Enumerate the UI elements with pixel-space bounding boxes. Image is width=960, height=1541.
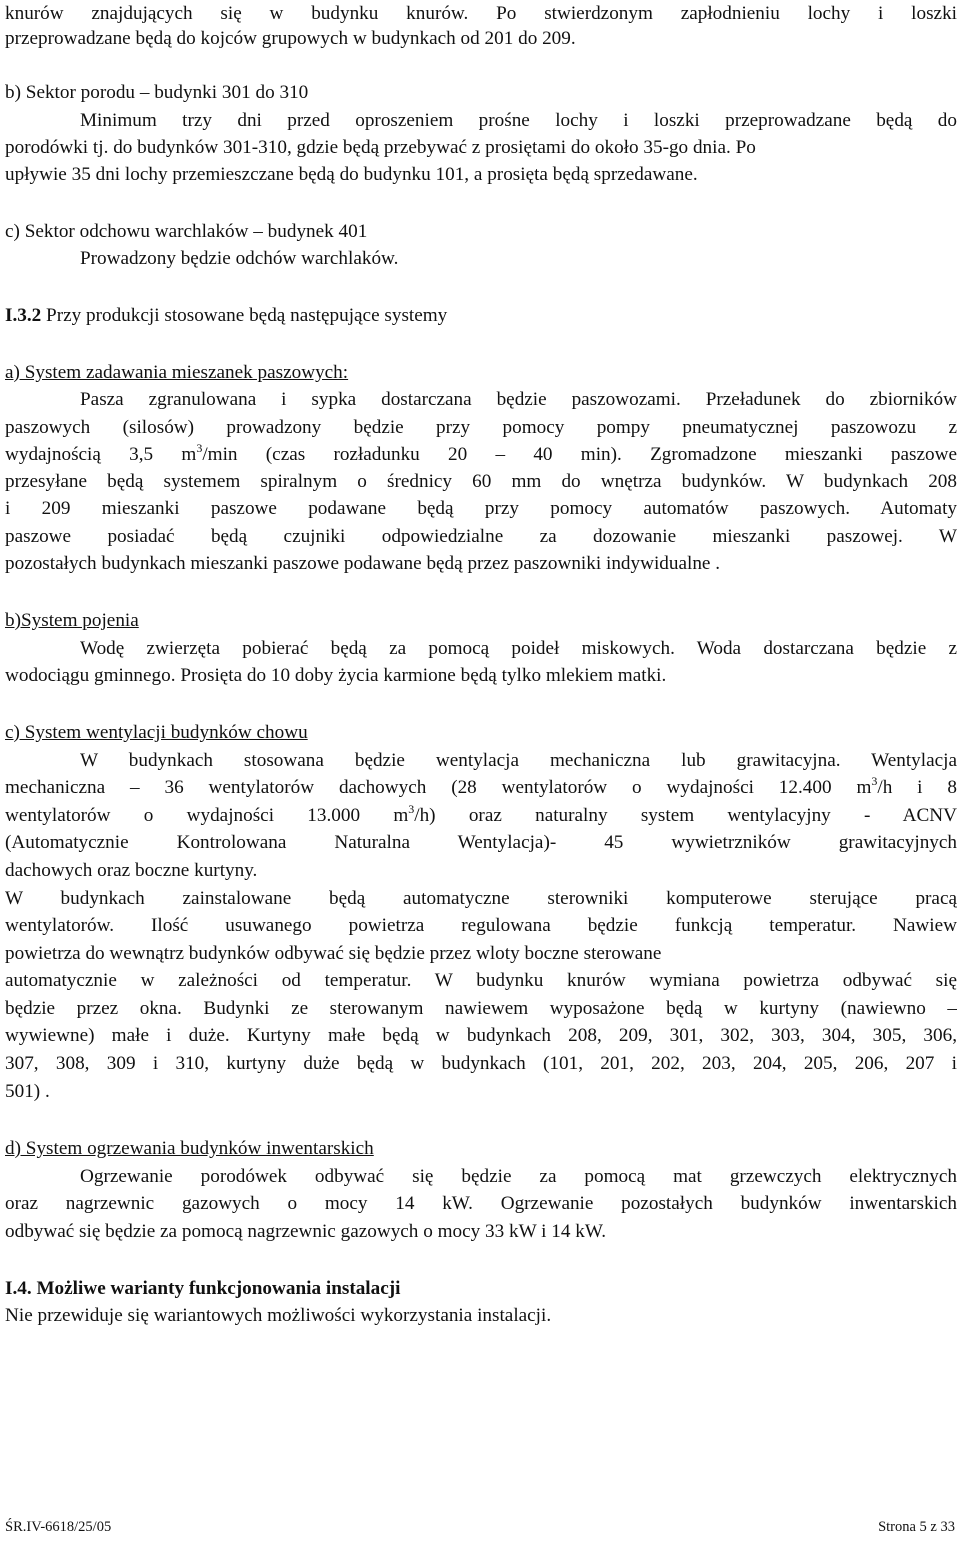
text-line: automatycznie w zależności od temperatur. W budynku knurów wymiana powietrza odbywać się [5, 970, 957, 991]
text-line: Pasza zgranulowana i sypka dostarczana będzie paszowozami. Przeładunek do zbiorników [80, 389, 957, 410]
text-line: dachowych oraz boczne kurtyny. [5, 860, 258, 881]
text-line: upływie 35 dni lochy przemieszczane będą do budynku 101, a prosięta będą sprzedawane. [5, 164, 698, 185]
text-line: 501) . [5, 1081, 50, 1102]
text-line: przeprowadzane będą do kojców grupowych w budynkach od 201 do 209. [5, 28, 576, 49]
subsection-number: I.3.2 [5, 305, 42, 326]
text-line: będzie przez okna. Budynki ze sterowanym nawiewem wyposażone będą w kurtyny (nawiewno – [5, 998, 957, 1019]
text-line: W budynkach stosowana będzie wentylacja mechaniczna lub grawitacyjna. Wentylacja [80, 750, 957, 771]
text-line: mechaniczna – 36 wentylatorów dachowych (28 wentylatorów o wydajności 12.400 $m^3/h$ i 8 [5, 776, 957, 798]
text-line: wodociągu gminnego. Prosięta do 10 doby życia karmione będą tylko mlekiem matki. [5, 665, 667, 686]
text-line: paszowe posiadać będą czujniki odpowiedzialne za dozowanie mieszanki paszowej. W [5, 526, 957, 547]
text-line: Minimum trzy dni przed oproszeniem prośne lochy i loszki przeprowadzane będą do [80, 110, 957, 131]
text-line: oraz nagrzewnic gazowych o mocy 14 kW. Ogrzewanie pozostałych budynków inwentarskich [5, 1193, 957, 1214]
subsection-title: Przy produkcji stosowane będą następujące systemy [41, 305, 448, 326]
system-heading: b)System pojenia [5, 610, 139, 631]
section-heading: c) Sektor odchowu warchlaków – budynek 401 [5, 221, 368, 242]
footer-page-number: Strona 5 z 33 [878, 1519, 955, 1535]
text-line: knurów znajdujących się w budynku knurów. Po stwierdzonym zapłodnieniu lochy i loszki [5, 3, 957, 24]
section-heading: I.4. Możliwe warianty funkcjonowania instalacji [5, 1278, 401, 1299]
text-line: wywiewne) małe i duże. Kurtyny małe będą w budynkach 208, 209, 301, 302, 303, 304, 305, 306, [5, 1025, 957, 1046]
text-line: Ogrzewanie porodówek odbywać się będzie za pomocą mat grzewczych elektrycznych [80, 1166, 957, 1187]
system-heading: c) System wentylacji budynków chowu [5, 722, 308, 743]
section-heading: b) Sektor porodu – budynki 301 do 310 [5, 82, 309, 103]
text-line: Prowadzony będzie odchów warchlaków. [80, 248, 399, 269]
text-line: pozostałych budynkach mieszanki paszowe podawane będą przez paszowniki indywidualne . [5, 553, 721, 574]
text-line: powietrza do wewnątrz budynków odbywać się będzie przez wloty boczne sterowane [5, 943, 662, 964]
text-line: odbywać się będzie za pomocą nagrzewnic gazowych o mocy 33 kW i 14 kW. [5, 1221, 607, 1242]
text-line: przesyłane będą systemem spiralnym o średnicy 60 mm do wnętrza budynków. W budynkach 208 [5, 471, 957, 492]
text-line: wentylatorów. Ilość usuwanego powietrza regulowana będzie funkcją temperatur. Nawiew [5, 915, 957, 936]
text-line: i 209 mieszanki paszowe podawane będą przy pomocy automatów paszowych. Automaty [5, 498, 957, 519]
text-line: Wodę zwierzęta pobierać będą za pomocą poideł miskowych. Woda dostarczana będzie z [80, 638, 957, 659]
text-line: 307, 308, 309 i 310, kurtyny duże będą w budynkach (101, 201, 202, 203, 204, 205, 206, 207 i [5, 1053, 957, 1074]
text-line: (Automatycznie Kontrolowana Naturalna Wentylacja)- 45 wywietrzników grawitacyjnych [5, 832, 957, 853]
footer-doc-id: ŚR.IV-6618/25/05 [5, 1519, 112, 1535]
text-line: porodówki tj. do budynków 301-310, gdzie będą przebywać z prosiętami do około 35-go dnia. Po [5, 137, 756, 158]
text-line: Nie przewiduje się wariantowych możliwości wykorzystania instalacji. [5, 1305, 552, 1326]
text-line: wydajnością 3,5 $m^3/\min$ (czas rozładunku 20 – 40 min). Zgromadzone mieszanki paszowe [5, 443, 957, 465]
text-line: W budynkach zainstalowane będą automatyczne sterowniki komputerowe sterujące pracą [5, 888, 957, 909]
text-line: paszowych (silosów) prowadzony będzie przy pomocy pompy pneumatycznej paszowozu z [5, 417, 957, 438]
subsection-heading [5, 304, 957, 328]
system-heading: d) System ogrzewania budynków inwentarskich [5, 1138, 374, 1159]
text-line: wentylatorów o wydajności 13.000 $m^3/h$) oraz naturalny system wentylacyjny - ACNV [5, 804, 957, 826]
system-heading: a) System zadawania mieszanek paszowych: [5, 362, 349, 383]
